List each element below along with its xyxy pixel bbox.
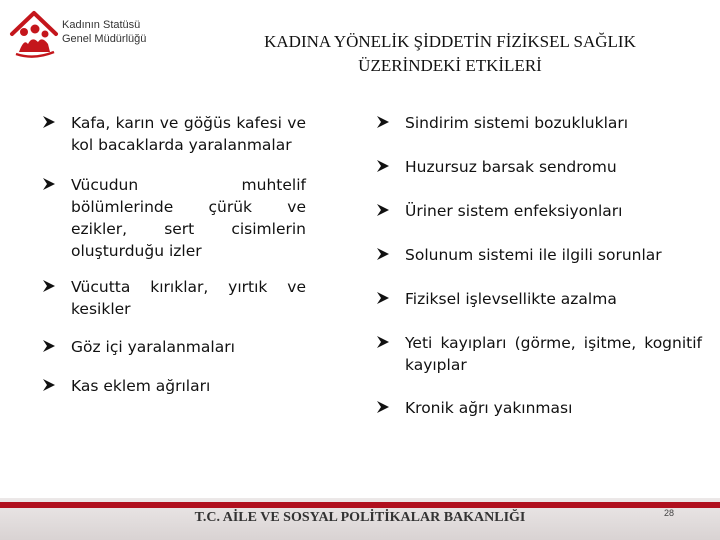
list-item [42,336,306,358]
list-item [376,244,702,266]
list-item [376,397,702,419]
arrow-bullet-icon [376,159,390,173]
arrow-bullet-icon [376,247,390,261]
title-line-1: KADINA YÖNELİK ŞİDDETİN FİZİKSEL SAĞLIK [264,32,636,51]
page-title [200,30,700,78]
list-item [42,174,306,262]
org-line-2: Genel Müdürlüğü [62,33,147,45]
list-item-text: Üriner sistem enfeksiyonları [405,202,623,220]
right-bullet-list [376,112,702,441]
arrow-bullet-icon [376,203,390,217]
list-item-text: Solunum sistemi ile ilgili sorunlar [405,246,662,264]
page-number: 28 [664,508,675,518]
list-item [42,112,306,156]
list-item-text: Kas eklem ağrıları [71,377,211,395]
arrow-bullet-icon [42,339,56,353]
list-item-text: Huzursuz barsak sendromu [405,158,617,176]
list-item-text: Kronik ağrı yakınması [405,399,573,417]
arrow-bullet-icon [376,291,390,305]
list-item-text: Fiziksel işlevsellikte azalma [405,290,617,308]
arrow-bullet-icon [376,115,390,129]
list-item [42,276,306,320]
list-item [376,200,702,222]
list-item-text: Vücutta kırıklar, yırtık ve kesikler [71,278,306,318]
list-item [376,332,702,376]
organization-name [62,18,146,46]
ministry-logo-icon [8,8,60,60]
list-item [376,156,702,178]
list-item [376,112,702,134]
arrow-bullet-icon [376,335,390,349]
arrow-bullet-icon [42,279,56,293]
list-item-text: Göz içi yaralanmaları [71,338,235,356]
list-item-text: Yeti kayıpları (görme, işitme, kognitif kayıplar [405,334,702,374]
list-item [376,288,702,310]
left-bullet-list [42,112,306,397]
list-item-text: Sindirim sistemi bozuklukları [405,114,629,132]
list-item [42,375,306,397]
arrow-bullet-icon [42,115,56,129]
list-item-text: Vücudun muhtelif bölümlerinde çürük ve ezikler, sert cisimlerin oluşturduğu izler [71,176,306,260]
list-item-text: Kafa, karın ve göğüs kafesi ve kol bacaklarda yaralanmalar [71,114,306,154]
title-line-2: ÜZERİNDEKİ ETKİLERİ [358,56,542,75]
arrow-bullet-icon [42,177,56,191]
org-line-1: Kadının Statüsü [62,19,141,31]
footer-ministry-name: T.C. AİLE VE SOSYAL POLİTİKALAR BAKANLIĞI [194,510,526,525]
arrow-bullet-icon [42,378,56,392]
arrow-bullet-icon [376,400,390,414]
footer-red-line [0,502,720,508]
